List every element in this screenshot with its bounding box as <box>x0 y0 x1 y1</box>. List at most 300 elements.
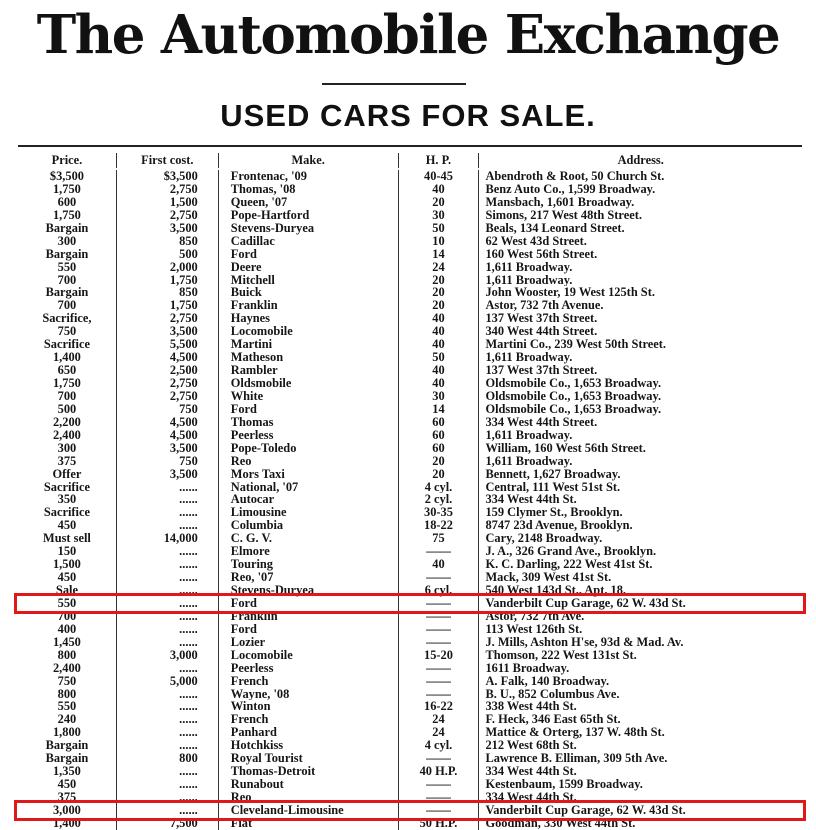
first-cost-cell: ...... <box>116 662 218 675</box>
address-cell: Oldsmobile Co., 1,653 Broadway. <box>478 390 802 403</box>
first-cost-cell: 3,000 <box>116 649 218 662</box>
hp-cell: 2 cyl. <box>398 493 479 506</box>
make-cell: Franklin <box>218 610 398 623</box>
make-cell: Cleveland-Limousine <box>218 804 398 817</box>
make-cell: Wayne, '08 <box>218 688 398 701</box>
price-cell: 3,000 <box>52 803 81 817</box>
hp-cell: —— <box>398 778 479 791</box>
table-row <box>18 286 802 299</box>
make-cell: Cadillac <box>218 235 398 248</box>
address-cell: 62 West 43d Street. <box>478 235 802 248</box>
hp-cell: 60 <box>398 442 479 455</box>
hp-cell: 10 <box>398 235 479 248</box>
address-cell: Martini Co., 239 West 50th Street. <box>478 338 802 351</box>
price-cell: 700 <box>57 389 77 403</box>
make-cell: Queen, '07 <box>218 196 398 209</box>
table-row <box>18 183 802 196</box>
first-cost-cell: 2,750 <box>116 312 218 325</box>
first-cost-cell: 2,500 <box>116 364 218 377</box>
make-cell: Matheson <box>218 351 398 364</box>
address-cell: 137 West 37th Street. <box>478 312 802 325</box>
hp-cell: —— <box>398 545 479 558</box>
make-cell: French <box>218 675 398 688</box>
first-cost-cell: ...... <box>116 688 218 701</box>
price-cell: Offer <box>52 467 82 481</box>
table-row <box>18 209 802 222</box>
address-cell: 159 Clymer St., Brooklyn. <box>478 506 802 519</box>
make-cell: Stevens-Duryea <box>218 222 398 235</box>
price-cell: 550 <box>57 596 77 610</box>
table-row <box>18 739 802 752</box>
make-cell: Mors Taxi <box>218 468 398 481</box>
table-row <box>18 170 802 183</box>
make-cell: Reo, '07 <box>218 571 398 584</box>
hp-cell: —— <box>398 610 479 623</box>
price-cell: 150 <box>57 545 77 559</box>
first-cost-cell: ...... <box>116 584 218 597</box>
header-hp: H. P. <box>398 153 479 168</box>
make-cell: Ford <box>218 403 398 416</box>
make-cell: Thomas-Detroit <box>218 765 398 778</box>
price-cell: 700 <box>57 299 77 313</box>
make-cell: White <box>218 390 398 403</box>
address-cell: Mansbach, 1,601 Broadway. <box>478 196 802 209</box>
price-cell: 2,200 <box>52 415 81 429</box>
address-cell: Oldsmobile Co., 1,653 Broadway. <box>478 403 802 416</box>
address-cell: Vanderbilt Cup Garage, 62 W. 43d St. <box>478 804 802 817</box>
make-cell: Ford <box>218 597 398 610</box>
address-cell: 334 West 44th Street. <box>478 416 802 429</box>
address-cell: Thomson, 222 West 131st St. <box>478 649 802 662</box>
price-cell: 375 <box>57 791 77 804</box>
table-row <box>18 274 802 287</box>
used-cars-table <box>18 150 802 830</box>
first-cost-cell: 5,500 <box>116 338 218 351</box>
first-cost-cell: ...... <box>116 765 218 778</box>
make-cell: Runabout <box>218 778 398 791</box>
make-cell: Winton <box>218 700 398 713</box>
address-cell: William, 160 West 56th Street. <box>478 442 802 455</box>
hp-cell: 15-20 <box>398 649 479 662</box>
make-cell: Autocar <box>218 493 398 506</box>
hp-cell: 20 <box>398 468 479 481</box>
table-row <box>18 261 802 274</box>
first-cost-cell: 2,000 <box>116 261 218 274</box>
hp-cell: 50 <box>398 351 479 364</box>
first-cost-cell: 3,500 <box>116 442 218 455</box>
first-cost-cell: 4,500 <box>116 429 218 442</box>
price-cell: 240 <box>57 713 77 727</box>
price-cell: 550 <box>57 260 77 274</box>
table-row <box>18 726 802 739</box>
table-row <box>18 506 802 519</box>
price-cell: 350 <box>57 493 77 507</box>
hp-cell: 16-22 <box>398 700 479 713</box>
table-row <box>18 468 802 481</box>
first-cost-cell: 500 <box>116 248 218 261</box>
table-row <box>18 416 802 429</box>
make-cell: Locomobile <box>218 649 398 662</box>
make-cell: Ford <box>218 248 398 261</box>
make-cell: Pope-Toledo <box>218 442 398 455</box>
first-cost-cell: 1,500 <box>116 196 218 209</box>
address-cell: 137 West 37th Street. <box>478 364 802 377</box>
hp-cell: 24 <box>398 261 479 274</box>
first-cost-cell: 750 <box>116 455 218 468</box>
first-cost-cell: 5,000 <box>116 675 218 688</box>
make-cell: Peerless <box>218 662 398 675</box>
hp-cell: 40 <box>398 364 479 377</box>
make-cell: Frontenac, '09 <box>218 170 398 183</box>
table-row <box>18 610 802 623</box>
price-cell: 450 <box>57 571 77 585</box>
make-cell: Reo <box>218 791 398 804</box>
first-cost-cell: ...... <box>116 700 218 713</box>
price-cell: 300 <box>57 234 77 248</box>
address-cell: 1611 Broadway. <box>478 662 802 675</box>
make-cell: Haynes <box>218 312 398 325</box>
address-cell: 1,611 Broadway. <box>478 455 802 468</box>
first-cost-cell: 3,500 <box>116 325 218 338</box>
price-cell: 300 <box>57 441 77 455</box>
table-row <box>18 493 802 506</box>
hp-cell: —— <box>398 804 479 817</box>
hp-cell: —— <box>398 571 479 584</box>
header-address: Address. <box>478 153 802 168</box>
price-cell: Bargain <box>45 752 89 766</box>
table-row <box>18 248 802 261</box>
table-row <box>18 713 802 726</box>
make-cell: Deere <box>218 261 398 274</box>
table-row <box>18 235 802 248</box>
address-cell: 160 West 56th Street. <box>478 248 802 261</box>
table-row <box>18 817 802 830</box>
address-cell: Abendroth & Root, 50 Church St. <box>478 170 802 183</box>
hp-cell: 60 <box>398 416 479 429</box>
table-row <box>18 662 802 675</box>
address-cell: Goodman, 330 West 44th St. <box>478 817 802 830</box>
make-cell: Thomas, '08 <box>218 183 398 196</box>
price-cell: 750 <box>57 674 77 688</box>
table-row <box>18 222 802 235</box>
first-cost-cell: ...... <box>116 545 218 558</box>
make-cell: Ford <box>218 623 398 636</box>
hp-cell: 30-35 <box>398 506 479 519</box>
hp-cell: —— <box>398 662 479 675</box>
price-cell: 800 <box>57 687 77 701</box>
highlighted-table-row <box>18 597 802 610</box>
address-cell: Lawrence B. Elliman, 309 5th Ave. <box>478 752 802 765</box>
price-cell: 400 <box>57 622 77 636</box>
table-row <box>18 765 802 778</box>
address-cell: 338 West 44th St. <box>478 700 802 713</box>
hp-cell: 20 <box>398 455 479 468</box>
address-cell: A. Falk, 140 Broadway. <box>478 675 802 688</box>
make-cell: Royal Tourist <box>218 752 398 765</box>
first-cost-cell: 2,750 <box>116 377 218 390</box>
address-cell: Astor, 732 7th Avenue. <box>478 299 802 312</box>
make-cell: Locomobile <box>218 325 398 338</box>
price-cell: 1,750 <box>52 208 81 222</box>
price-cell: 450 <box>57 519 77 533</box>
first-cost-cell: 750 <box>116 403 218 416</box>
table-row <box>18 403 802 416</box>
first-cost-cell: ...... <box>116 571 218 584</box>
first-cost-cell: 2,750 <box>116 183 218 196</box>
make-cell: Lozier <box>218 636 398 649</box>
table-row <box>18 649 802 662</box>
address-cell: F. Heck, 346 East 65th St. <box>478 713 802 726</box>
table-row <box>18 325 802 338</box>
address-cell: J. A., 326 Grand Ave., Brooklyn. <box>478 545 802 558</box>
first-cost-cell: 14,000 <box>116 532 218 545</box>
make-cell: Reo <box>218 455 398 468</box>
hp-cell: 40 H.P. <box>398 765 479 778</box>
first-cost-cell: 3,500 <box>116 222 218 235</box>
hp-cell: —— <box>398 597 479 610</box>
header-first-cost: First cost. <box>116 153 218 168</box>
address-cell: Bennett, 1,627 Broadway. <box>478 468 802 481</box>
make-cell: Rambler <box>218 364 398 377</box>
make-cell: Hotchkiss <box>218 739 398 752</box>
address-cell: Cary, 2148 Broadway. <box>478 532 802 545</box>
table-row <box>18 791 802 804</box>
first-cost-cell: ...... <box>116 506 218 519</box>
hp-cell: —— <box>398 623 479 636</box>
hp-cell: —— <box>398 675 479 688</box>
make-cell: National, '07 <box>218 481 398 494</box>
address-cell: Mattice & Orterg, 137 W. 48th St. <box>478 726 802 739</box>
hp-cell: 40 <box>398 338 479 351</box>
hp-cell: 40 <box>398 558 479 571</box>
table-row <box>18 545 802 558</box>
address-cell: 1,611 Broadway. <box>478 261 802 274</box>
first-cost-cell: $3,500 <box>116 170 218 183</box>
hp-cell: 24 <box>398 713 479 726</box>
hp-cell: 40-45 <box>398 170 479 183</box>
make-cell: Peerless <box>218 429 398 442</box>
price-cell: 1,750 <box>52 182 81 196</box>
price-cell: 1,450 <box>52 635 81 649</box>
price-cell: Sacrifice, <box>42 312 92 326</box>
make-cell: Fiat <box>218 817 398 830</box>
hp-cell: 6 cyl. <box>398 584 479 597</box>
make-cell: Limousine <box>218 506 398 519</box>
price-cell: 375 <box>57 454 77 468</box>
first-cost-cell: ...... <box>116 493 218 506</box>
hp-cell: —— <box>398 636 479 649</box>
table-body <box>18 170 802 830</box>
price-cell: 800 <box>57 648 77 662</box>
header-price: Price. <box>51 152 83 167</box>
first-cost-cell: 850 <box>116 286 218 299</box>
price-cell: 1,800 <box>52 726 81 740</box>
price-cell: 750 <box>57 325 77 339</box>
price-cell: 1,400 <box>52 351 81 365</box>
hp-cell: 4 cyl. <box>398 739 479 752</box>
hp-cell: 14 <box>398 248 479 261</box>
address-cell: 334 West 44th St. <box>478 791 802 804</box>
hp-cell: 20 <box>398 299 479 312</box>
first-cost-cell: ...... <box>116 519 218 532</box>
hp-cell: 20 <box>398 274 479 287</box>
first-cost-cell: ...... <box>116 636 218 649</box>
table-top-divider <box>18 145 802 147</box>
make-cell: Pope-Hartford <box>218 209 398 222</box>
table-row <box>18 571 802 584</box>
make-cell: Columbia <box>218 519 398 532</box>
table-row <box>18 778 802 791</box>
first-cost-cell: 4,500 <box>116 351 218 364</box>
make-cell: Thomas <box>218 416 398 429</box>
price-cell: Sacrifice <box>43 480 90 494</box>
table-row <box>18 532 802 545</box>
table-row <box>18 584 802 597</box>
price-cell: 1,400 <box>52 816 81 830</box>
price-cell: 450 <box>57 778 77 792</box>
price-cell: 1,500 <box>52 558 81 572</box>
address-cell: 334 West 44th St. <box>478 765 802 778</box>
first-cost-cell: 7,500 <box>116 817 218 830</box>
table-row <box>18 429 802 442</box>
price-cell: Bargain <box>45 739 89 753</box>
make-cell: Panhard <box>218 726 398 739</box>
table-row <box>18 442 802 455</box>
price-cell: 700 <box>57 609 77 623</box>
make-cell: Buick <box>218 286 398 299</box>
table-row <box>18 558 802 571</box>
hp-cell: 4 cyl. <box>398 481 479 494</box>
make-cell: Franklin <box>218 299 398 312</box>
hp-cell: —— <box>398 752 479 765</box>
address-cell: 540 West 143d St., Apt. 18. <box>478 584 802 597</box>
first-cost-cell: 4,500 <box>116 416 218 429</box>
first-cost-cell: ...... <box>116 623 218 636</box>
first-cost-cell: ...... <box>116 713 218 726</box>
table-row <box>18 299 802 312</box>
price-cell: Bargain <box>45 221 89 235</box>
hp-cell: 50 <box>398 222 479 235</box>
make-cell: Mitchell <box>218 274 398 287</box>
address-cell: Benz Auto Co., 1,599 Broadway. <box>478 183 802 196</box>
hp-cell: 30 <box>398 390 479 403</box>
address-cell: Astor, 732 7th Ave. <box>478 610 802 623</box>
address-cell: John Wooster, 19 West 125th St. <box>478 286 802 299</box>
masthead-title: The Automobile Exchange <box>36 4 780 66</box>
hp-cell: 40 <box>398 183 479 196</box>
price-cell: Bargain <box>45 247 89 261</box>
price-cell: Bargain <box>45 286 89 300</box>
price-cell: 1,750 <box>52 377 81 390</box>
table-row <box>18 623 802 636</box>
price-cell: 1,350 <box>52 765 81 779</box>
hp-cell: 40 <box>398 325 479 338</box>
first-cost-cell: 850 <box>116 235 218 248</box>
price-cell: 550 <box>57 700 77 714</box>
table-row <box>18 675 802 688</box>
table-row <box>18 377 802 390</box>
hp-cell: —— <box>398 791 479 804</box>
hp-cell: 75 <box>398 532 479 545</box>
table-row <box>18 351 802 364</box>
address-cell: K. C. Darling, 222 West 41st St. <box>478 558 802 571</box>
table-row <box>18 312 802 325</box>
hp-cell: 18-22 <box>398 519 479 532</box>
address-cell: Mack, 309 West 41st St. <box>478 571 802 584</box>
address-cell: Vanderbilt Cup Garage, 62 W. 43d St. <box>478 597 802 610</box>
section-headline: USED CARS FOR SALE. <box>220 98 596 133</box>
make-cell: Martini <box>218 338 398 351</box>
first-cost-cell: ...... <box>116 597 218 610</box>
price-cell: 500 <box>57 402 77 416</box>
price-cell: $3,500 <box>49 170 84 183</box>
first-cost-cell: ...... <box>116 558 218 571</box>
table-row <box>18 519 802 532</box>
table-row <box>18 338 802 351</box>
first-cost-cell: ...... <box>116 791 218 804</box>
price-cell: 650 <box>57 364 77 378</box>
make-cell: Elmore <box>218 545 398 558</box>
hp-cell: 30 <box>398 209 479 222</box>
first-cost-cell: ...... <box>116 804 218 817</box>
highlighted-table-row <box>18 804 802 817</box>
table-row <box>18 455 802 468</box>
table-row <box>18 196 802 209</box>
table-row <box>18 364 802 377</box>
header-make: Make. <box>218 153 398 168</box>
address-cell: Simons, 217 West 48th Street. <box>478 209 802 222</box>
hp-cell: 60 <box>398 429 479 442</box>
table-row <box>18 700 802 713</box>
first-cost-cell: ...... <box>116 610 218 623</box>
hp-cell: 24 <box>398 726 479 739</box>
table-row <box>18 390 802 403</box>
table-row <box>18 636 802 649</box>
address-cell: 340 West 44th Street. <box>478 325 802 338</box>
hp-cell: 40 <box>398 377 479 390</box>
address-cell: 212 West 68th St. <box>478 739 802 752</box>
address-cell: Kestenbaum, 1599 Broadway. <box>478 778 802 791</box>
hp-cell: —— <box>398 688 479 701</box>
price-cell: Sacrifice <box>43 338 90 352</box>
hp-cell: 20 <box>398 196 479 209</box>
price-cell: Must sell <box>43 532 91 546</box>
make-cell: Stevens-Duryea <box>218 584 398 597</box>
hp-cell: 40 <box>398 312 479 325</box>
address-cell: Central, 111 West 51st St. <box>478 481 802 494</box>
address-cell: 334 West 44th St. <box>478 493 802 506</box>
first-cost-cell: 2,750 <box>116 390 218 403</box>
first-cost-cell: ...... <box>116 739 218 752</box>
make-cell: Touring <box>218 558 398 571</box>
address-cell: B. U., 852 Columbus Ave. <box>478 688 802 701</box>
table-header <box>18 150 802 170</box>
first-cost-cell: ...... <box>116 778 218 791</box>
address-cell: 1,611 Broadway. <box>478 351 802 364</box>
table-row <box>18 688 802 701</box>
price-cell: 2,400 <box>52 428 81 442</box>
first-cost-cell: ...... <box>116 481 218 494</box>
address-cell: 1,611 Broadway. <box>478 429 802 442</box>
price-cell: Sale <box>55 584 78 597</box>
make-cell: C. G. V. <box>218 532 398 545</box>
price-cell: 2,400 <box>52 661 81 675</box>
address-cell: Beals, 134 Leonard Street. <box>478 222 802 235</box>
first-cost-cell: ...... <box>116 726 218 739</box>
price-cell: 700 <box>57 273 77 287</box>
short-divider <box>322 83 466 85</box>
address-cell: Oldsmobile Co., 1,653 Broadway. <box>478 377 802 390</box>
